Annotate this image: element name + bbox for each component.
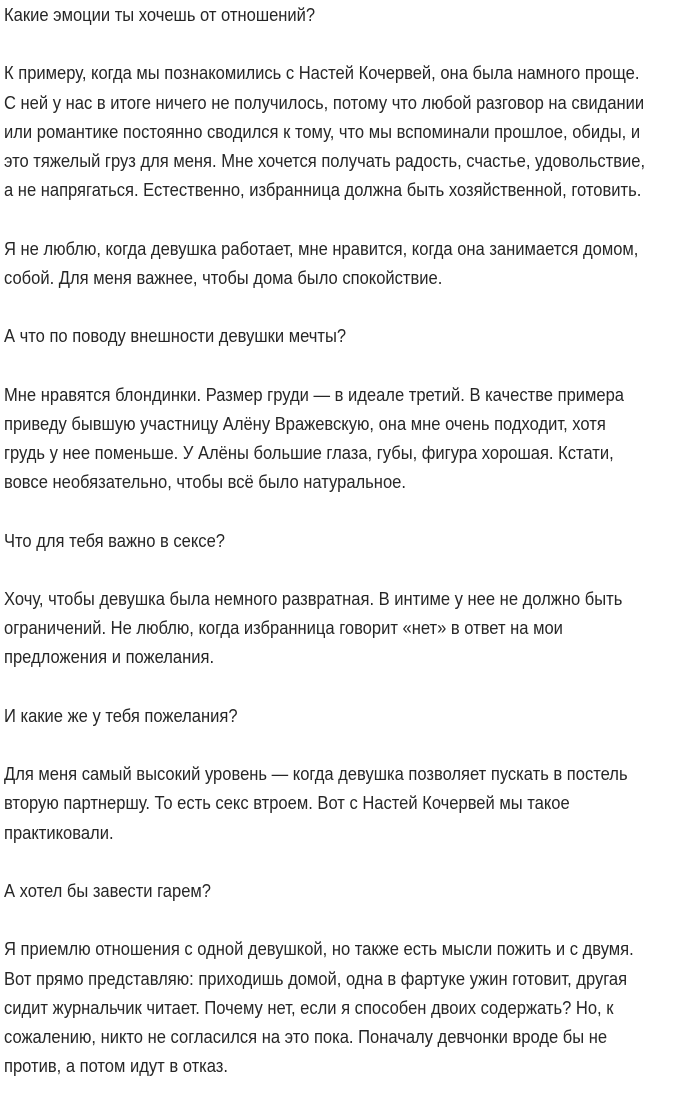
text-line: Я приемлю отношения с одной девушкой, но также есть мысли пожить и с двумя. [4,938,634,960]
text-line: С ней у нас в итоге ничего не получилось, потому что любой разговор на свидании [4,91,645,113]
text-line: Я не люблю, когда девушка работает, мне нравится, когда она занимается домом, [4,237,639,259]
text-line: Что для тебя важно в сексе? [4,529,225,551]
text-line: грудь у нее поменьше. У Алёны большие глаза, губы, фигура хорошая. Кстати, [4,441,614,463]
text-line: практиковали. [4,821,114,843]
text-line: А хотел бы завести гарем? [4,879,211,901]
text-line: собой. Для меня важнее, чтобы дома было спокойствие. [4,266,443,288]
text-line: предложения и пожелания. [4,646,215,668]
answer-paragraph [4,934,680,1080]
question-paragraph [4,321,680,350]
text-line: К примеру, когда мы познакомились с Настей Кочервей, она была намного проще. [4,62,640,84]
text-line: а не напрягаться. Естественно, избранница должна быть хозяйственной, готовить. [4,179,642,201]
answer-paragraph [4,584,680,672]
answer-paragraph [4,759,680,847]
interview-article [4,0,680,1110]
text-line: или романтике постоянно сводился к тому, что мы вспоминали прошлое, обиды, и [4,120,641,142]
text-line: сожалению, никто не согласился на это пока. Поначалу девчонки вроде бы не [4,1025,608,1047]
question-paragraph [4,0,680,29]
question-paragraph [4,876,680,905]
text-line: Вот прямо представляю: приходишь домой, одна в фартуке ужин готовит, другая [4,967,628,989]
text-line: Для меня самый высокий уровень — когда девушка позволяет пускать в постель [4,763,628,785]
text-line: приведу бывшую участницу Алёну Вражевскую, она мне очень подходит, хотя [4,412,606,434]
text-line: вторую партнершу. То есть секс втроем. Вот с Настей Кочервей мы такое [4,792,570,814]
answer-paragraph [4,380,680,497]
text-line: вовсе необязательно, чтобы всё было натуральное. [4,471,406,493]
text-line: против, а потом идут в отказ. [4,1055,228,1077]
text-line: Хочу, чтобы девушка была немного развратная. В интиме у нее не должно быть [4,587,623,609]
answer-paragraph [4,58,680,204]
text-line: А что по поводу внешности девушки мечты? [4,325,347,347]
text-line: Мне нравятся блондинки. Размер груди — в идеале третий. В качестве примера [4,383,625,405]
answer-paragraph [4,234,680,292]
text-line: это тяжелый груз для меня. Мне хочется получать радость, счастье, удовольствие, [4,150,646,171]
text-line: И какие же у тебя пожелания? [4,704,238,726]
text-line: ограничений. Не люблю, когда избранница говорит «нет» в ответ на мои [4,617,563,639]
question-paragraph [4,701,680,730]
text-line: Какие эмоции ты хочешь от отношений? [4,4,316,25]
text-line: сидит журнальчик читает. Почему нет, если я способен двоих содержать? Но, к [4,996,614,1018]
question-paragraph [4,526,680,555]
